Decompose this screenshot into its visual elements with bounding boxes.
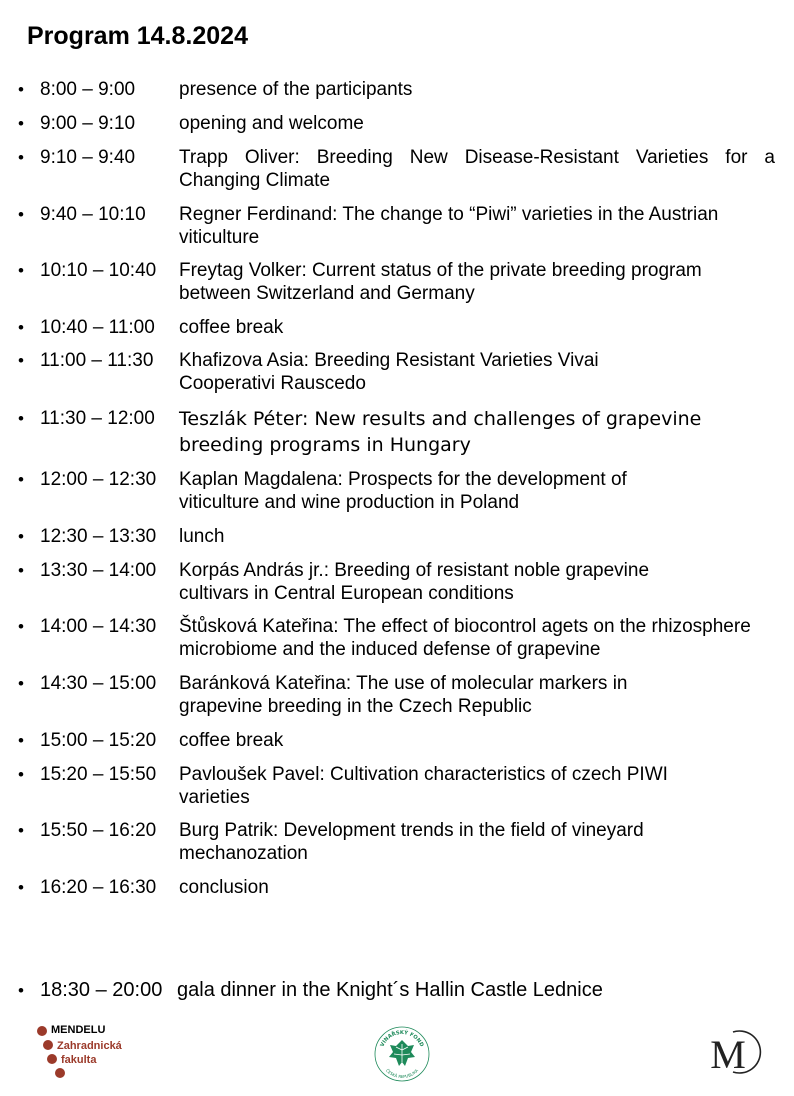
bullet: • [18, 351, 24, 370]
mendelu-name: MENDELU [51, 1024, 106, 1036]
bullet: • [18, 674, 24, 693]
logo-dot [55, 1068, 65, 1078]
program-desc: coffee break [179, 317, 284, 338]
m-monogram-icon [697, 1026, 769, 1078]
program-time: 15:20 – 15:50 [40, 764, 157, 785]
program-time: 10:10 – 10:40 [40, 260, 157, 281]
bullet: • [18, 148, 24, 167]
bullet: • [18, 318, 24, 337]
m-letter: M [710, 1032, 746, 1077]
program-time: 16:20 – 16:30 [40, 877, 157, 898]
fond-bottom-text: ČESKÁ REPUBLIKA [384, 1067, 420, 1080]
program-desc: Khafizova Asia: Breeding Resistant Varieties Vivai Cooperativi Rauscedo [179, 350, 599, 394]
bullet: • [18, 765, 24, 784]
program-time: 15:50 – 16:20 [40, 820, 157, 841]
mendelu-faculty-line2: fakulta [61, 1054, 97, 1066]
program-desc: Štůsková Kateřina: The effect of biocontrol agets on the rhizosphere microbiome and the induced defense of grapevine [179, 616, 751, 660]
program-desc: presence of the participants [179, 79, 413, 100]
bullet: • [18, 731, 24, 750]
program-time: 9:00 – 9:10 [40, 113, 136, 134]
m-monogram-logo [697, 1026, 769, 1078]
program-desc: Teszlák Péter: New results and challenges of grapevine breeding programs in Hungary [179, 408, 702, 456]
bullet: • [18, 617, 24, 636]
program-desc: Trapp Oliver: Breeding New Disease-Resistant Varieties for a Changing Climate [179, 147, 775, 191]
program-time: 13:30 – 14:00 [40, 560, 157, 581]
program-time: 14:00 – 14:30 [40, 616, 157, 637]
program-time: 9:40 – 10:10 [40, 204, 146, 225]
program-desc: Kaplan Magdalena: Prospects for the development of viticulture and wine production in Poland [179, 469, 627, 513]
program-desc: opening and welcome [179, 113, 364, 134]
program-desc: gala dinner in the Knight´s Hallin Castle Lednice [177, 979, 603, 1001]
program-desc: lunch [179, 526, 225, 547]
bullet: • [18, 114, 24, 133]
page-title: Program 14.8.2024 [27, 22, 248, 50]
logo-dot [47, 1054, 57, 1064]
vinarsky-fond-logo [372, 1024, 432, 1084]
svg-text:ČESKÁ REPUBLIKA [385, 1068, 419, 1079]
bullet: • [18, 205, 24, 224]
bullet: • [18, 409, 24, 428]
program-desc: Regner Ferdinand: The change to “Piwi” varieties in the Austrian viticulture [179, 204, 719, 248]
program-desc: Burg Patrik: Development trends in the field of vineyard mechanozation [179, 820, 644, 864]
program-time: 10:40 – 11:00 [40, 317, 155, 338]
program-time: 11:00 – 11:30 [40, 350, 154, 371]
vinarsky-fond-seal [372, 1024, 432, 1084]
program-time: 15:00 – 15:20 [40, 730, 157, 751]
logo-dot [37, 1026, 47, 1036]
bullet: • [18, 527, 24, 546]
program-time: 18:30 – 20:00 [40, 979, 163, 1001]
bullet: • [18, 470, 24, 489]
program-desc: Freytag Volker: Current status of the private breeding program between Switzerland and Germany [179, 260, 702, 304]
logo-dot [43, 1040, 53, 1050]
program-time: 11:30 – 12:00 [40, 408, 155, 429]
bullet: • [18, 80, 24, 99]
program-desc: coffee break [179, 730, 284, 751]
bullet: • [18, 878, 24, 897]
bullet: • [18, 261, 24, 280]
bullet: • [18, 821, 24, 840]
program-time: 14:30 – 15:00 [40, 673, 157, 694]
program-desc: Korpás András jr.: Breeding of resistant noble grapevine cultivars in Central European conditions [179, 560, 650, 604]
fond-top-text: VINAŘSKÝ FOND [379, 1029, 425, 1048]
program-time: 9:10 – 9:40 [40, 147, 136, 168]
program-time: 12:30 – 13:30 [40, 526, 157, 547]
program-desc: Baránková Kateřina: The use of molecular markers in grapevine breeding in the Czech Republic [179, 673, 628, 717]
program-desc: conclusion [179, 877, 269, 898]
program-desc: Pavloušek Pavel: Cultivation characteristics of czech PIWI varieties [179, 764, 668, 808]
program-time: 12:00 – 12:30 [40, 469, 157, 490]
program-time: 8:00 – 9:00 [40, 79, 136, 100]
bullet: • [18, 561, 24, 580]
mendelu-logo [34, 1024, 164, 1084]
mendelu-faculty-line1: Zahradnická [57, 1040, 122, 1052]
bullet: • [18, 981, 24, 1000]
